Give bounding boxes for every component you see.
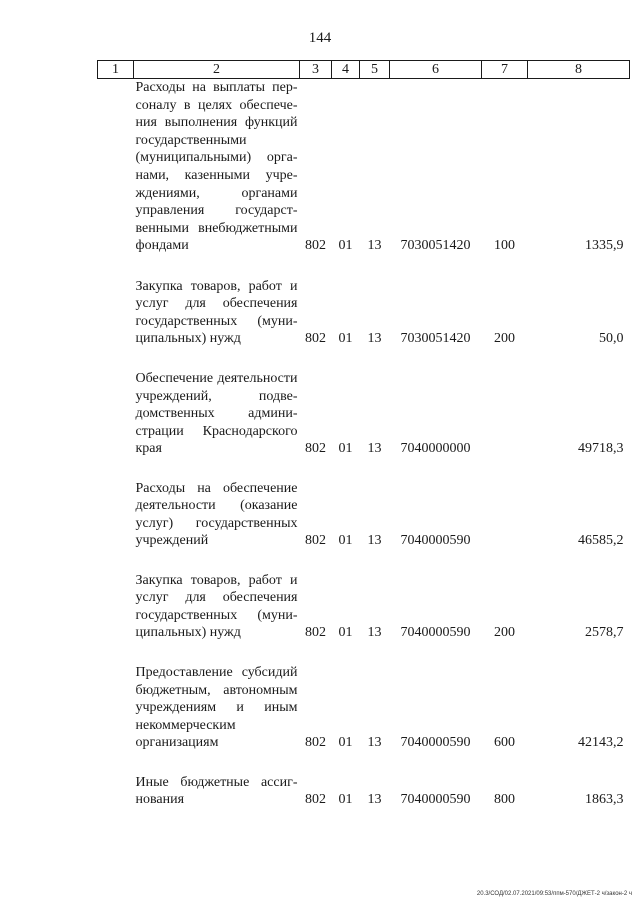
- subsection-code-cell: 13: [367, 533, 382, 549]
- column-header-5: 5: [360, 61, 390, 79]
- section-code-cell: 01: [338, 735, 353, 751]
- description-cell: Иные бюджетные ассигнования: [135, 774, 298, 808]
- target-article-cell: 7040000590: [400, 792, 471, 808]
- section-code-cell: 01: [338, 625, 353, 641]
- table-row: [98, 642, 630, 752]
- ministry-code-cell: 802: [305, 735, 326, 751]
- subsection-code-cell: 13: [367, 625, 382, 641]
- table-row: [98, 255, 630, 348]
- subsection-code-cell: 13: [367, 441, 382, 457]
- row-number-cell: [98, 348, 134, 458]
- target-article-cell: 7040000590: [400, 625, 471, 641]
- amount-cell: 2578,7: [585, 625, 624, 641]
- description-cell: Обеспечение деятельности учреждений, подведомственных администрации Краснодарского края: [135, 371, 298, 457]
- expense-type-cell: [482, 348, 528, 458]
- description-cell: Расходы на обеспечение деятельности (оказание услуг) государственных учреждений: [135, 480, 298, 549]
- row-number-cell: [98, 255, 134, 348]
- section-code-cell: 01: [338, 792, 353, 808]
- amount-cell: 50,0: [599, 331, 624, 347]
- subsection-code-cell: 13: [367, 331, 382, 347]
- expense-type-cell: 600: [494, 735, 515, 751]
- column-header-4: 4: [332, 61, 360, 79]
- row-number-cell: [98, 79, 134, 256]
- column-header-3: 3: [300, 61, 332, 79]
- target-article-cell: 7040000000: [400, 441, 471, 457]
- description-cell: Закупка товаров, работ и услуг для обеспечения государственных (муниципальных) нужд: [135, 278, 298, 347]
- table-row: [98, 458, 630, 550]
- section-code-cell: 01: [338, 331, 353, 347]
- table-row: [98, 348, 630, 458]
- row-number-cell: [98, 458, 134, 550]
- amount-cell: 1335,9: [585, 238, 624, 254]
- ministry-code-cell: 802: [305, 792, 326, 808]
- target-article-cell: 7040000590: [400, 533, 471, 549]
- document-footer-code: 20.3/СОД/02.07.2021/09:53/ппм-570/ДЖЕТ-2 ч/закон-2 ч: [476, 891, 632, 897]
- column-header-2: 2: [134, 61, 300, 79]
- description-cell: Закупка товаров, работ и услуг для обеспечения государственных (муниципальных) нужд: [135, 572, 298, 641]
- target-article-cell: 7030051420: [400, 331, 471, 347]
- page-number: 144: [308, 30, 332, 46]
- amount-cell: 1863,3: [585, 792, 624, 808]
- target-article-cell: 7040000590: [400, 735, 471, 751]
- section-code-cell: 01: [338, 533, 353, 549]
- column-header-6: 6: [390, 61, 482, 79]
- ministry-code-cell: 802: [305, 441, 326, 457]
- expense-type-cell: 200: [494, 625, 515, 641]
- expense-type-cell: 200: [494, 331, 515, 347]
- subsection-code-cell: 13: [367, 792, 382, 808]
- ministry-code-cell: 802: [305, 238, 326, 254]
- target-article-cell: 7030051420: [400, 238, 471, 254]
- table-row: [98, 752, 630, 809]
- column-header-8: 8: [528, 61, 630, 79]
- expense-type-cell: 800: [494, 792, 515, 808]
- row-number-cell: [98, 752, 134, 809]
- row-number-cell: [98, 642, 134, 752]
- section-code-cell: 01: [338, 441, 353, 457]
- amount-cell: 46585,2: [578, 533, 624, 549]
- expense-type-cell: 100: [494, 238, 515, 254]
- subsection-code-cell: 13: [367, 735, 382, 751]
- ministry-code-cell: 802: [305, 625, 326, 641]
- ministry-code-cell: 802: [305, 533, 326, 549]
- column-header-1: 1: [98, 61, 134, 79]
- subsection-code-cell: 13: [367, 238, 382, 254]
- column-header-7: 7: [482, 61, 528, 79]
- section-code-cell: 01: [338, 238, 353, 254]
- description-cell: Предоставление субсидий бюджетным, автономным учреждениям и иным некоммерческим организациям: [135, 665, 298, 751]
- amount-cell: 42143,2: [578, 735, 624, 751]
- row-number-cell: [98, 550, 134, 642]
- table-row: [98, 550, 630, 642]
- header-row: [98, 61, 630, 79]
- table-row: [98, 79, 630, 256]
- expense-type-cell: [482, 458, 528, 550]
- description-cell: Расходы на выплаты персоналу в целях обеспечения выполнения функций государственными (муниципальными) органами, казенными учреждениями, органами управления государственными внебюджетными фондами: [135, 80, 298, 254]
- amount-cell: 49718,3: [578, 441, 624, 457]
- ministry-code-cell: 802: [305, 331, 326, 347]
- budget-table: [97, 60, 630, 809]
